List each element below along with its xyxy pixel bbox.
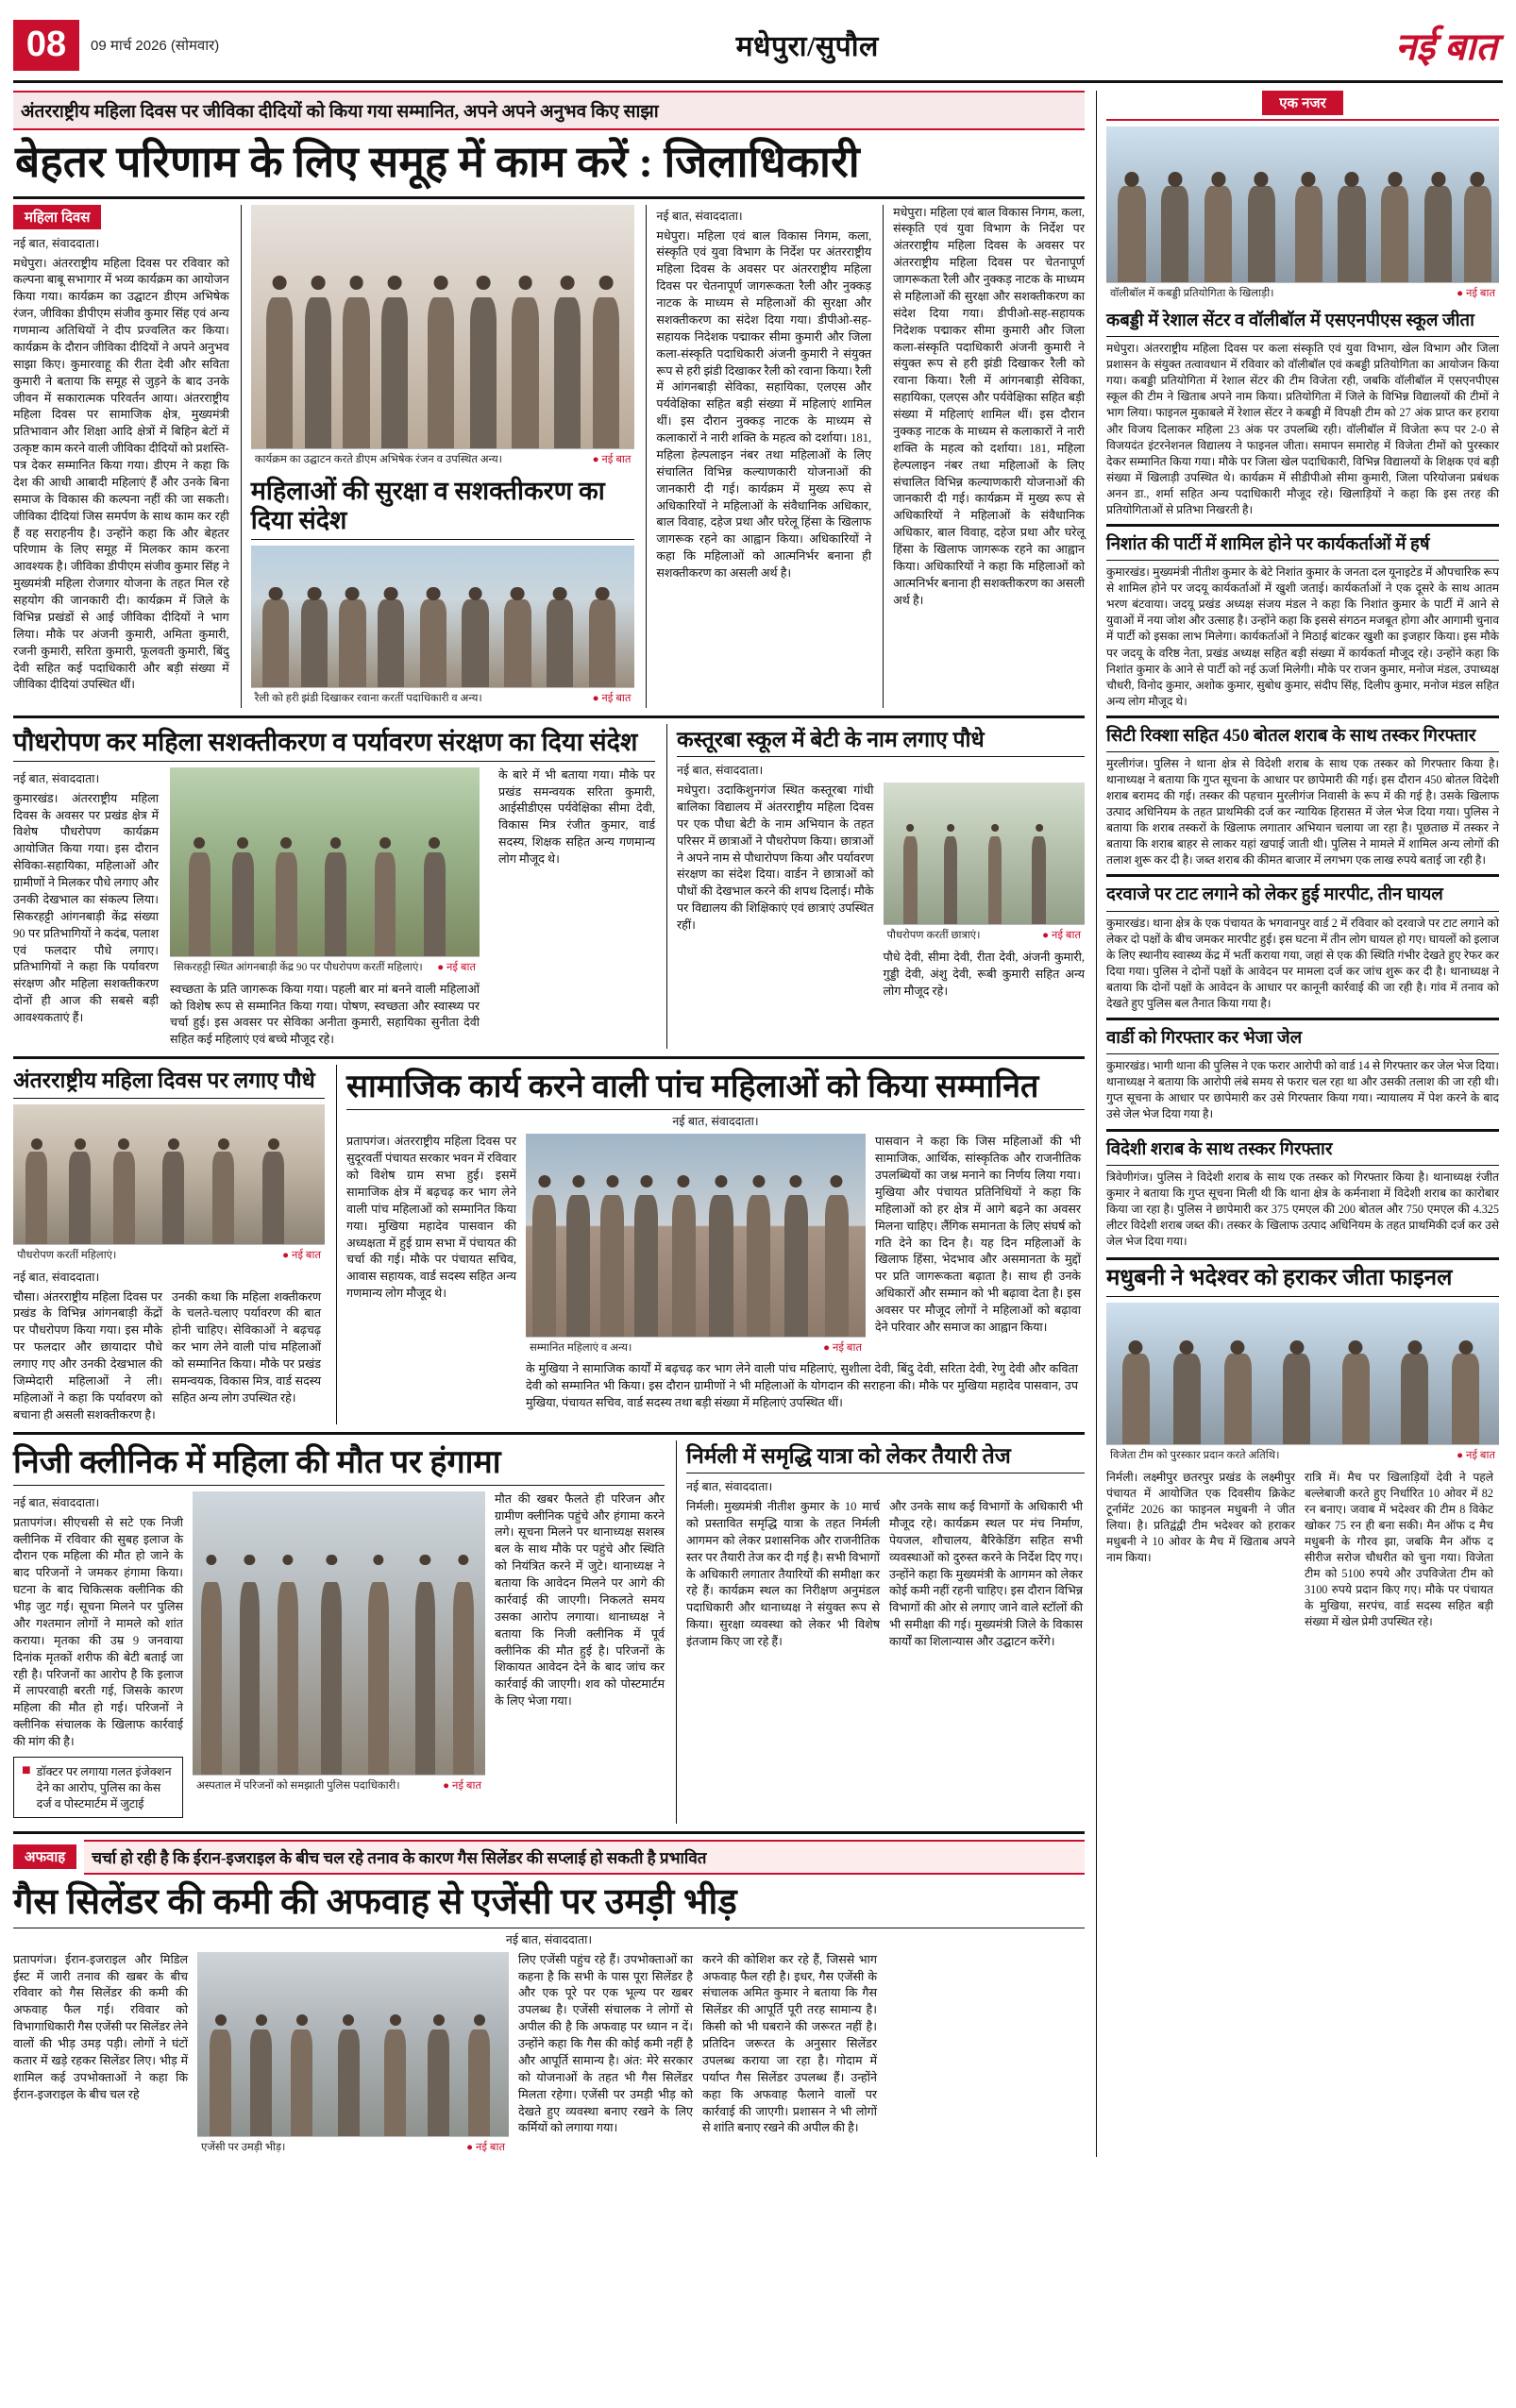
masthead: [13, 9, 1503, 83]
byline-clinic: नई बात, संवाददाता।: [13, 1495, 100, 1509]
photo-caption-planted: पौधरोपण करतीं महिलाएं। ● नई बात: [13, 1244, 325, 1265]
photo-caption-cricket: विजेता टीम को पुरस्कार प्रदान करते अतिथि। ● नई बात: [1106, 1444, 1499, 1465]
head-honour: सामाजिक कार्य करने वाली पांच महिलाओं को किया सम्मानित: [346, 1069, 1039, 1105]
photo-caption-kasturba: पौधरोपण करतीं छात्राएं। ● नई बात: [884, 924, 1085, 945]
honour-body-2: पासवान ने कहा कि जिस महिलाओं की भी सामाजिक, आर्थिक, सांस्कृतिक और राजनीतिक उपलब्धियों का जश्न मनाने का निर्णय लिया गया। मुखिया और पंचायत प्रतिनिधियों ने कहा कि महिलाओं को हर क्षेत्र में आगे बढ़ने का अवसर मिलना चाहिए। लैंगिक समानता के लिए संघर्ष को गति देने का दिन है। यह दिन महिलाओं के खिलाफ हिंसा, भेदभाव और असमानता के मुद्दों पर प्रति जागरूकता बढ़ाता है। साथ ही उनके अधिकारों और सम्मान को भी बढ़ावा देता है। इस अवसर पर मौजूद लोगों ने महिलाओं को बढ़ावा देने परिवार और समाज का आह्वान किया।: [875, 1135, 1081, 1334]
head-foreign-liquor: विदेशी शराब के साथ तस्कर गिरफ्तार: [1106, 1139, 1333, 1159]
byline-plant: नई बात, संवाददाता।: [13, 771, 100, 785]
photo-inauguration: [251, 205, 635, 448]
head-plantation: पौधरोपण कर महिला सशक्तीकरण व पर्यावरण संरक्षण का दिया संदेश: [13, 727, 638, 756]
photo-caption-plant: सिकरहट्टी स्थित आंगनबाड़ी केंद्र 90 पर पौधरोपण करतीं महिलाएं। ● नई बात: [170, 956, 480, 977]
section-honour: [336, 1065, 1085, 1423]
head-planted: अंतरराष्ट्रीय महिला दिवस पर लगाए पौधे: [13, 1069, 315, 1093]
kasturba-body-1: मधेपुरा। उदाकिशुनगंज स्थित कस्तूरबा गांधी बालिका विद्यालय में अंतरराष्ट्रीय महिला दिवस पर एक पौधा बेटी के नाम अभियान के तहत परिसर में छात्राओं ने पौधरोपण किया। छात्राओं ने अपने नाम से पौधारोपण किया और पर्यावरण संरक्षण का संदेश दिया। वार्डन ने छात्राओं को पौधों की देखभाल करने की शपथ दिलाई। मौके पर विद्यालय की शिक्षिकाएं एवं छात्राएं उपस्थित रहीं।: [677, 783, 874, 933]
head-nirmali: निर्मली में समृद्धि यात्रा को लेकर तैयारी तेज: [686, 1443, 1011, 1468]
right-zone: [1096, 91, 1499, 2157]
head-fight: दरवाजे पर टाट लगाने को लेकर हुई मारपीट, तीन घायल: [1106, 885, 1443, 905]
lead-photo-block: [241, 205, 635, 708]
photo-sports: [1106, 126, 1499, 282]
body-nishant: कुमारखंड। मुख्यमंत्री नीतीश कुमार के बेटे निशांत कुमार के जनता दल यूनाइटेड में औपचारिक रूप से शामिल होने पर जदयू कार्यकर्ताओं में खुशी जताई। कार्यकर्ताओं ने एक दूसरे के साथ आतम भरण बंटवाया। जदयू प्रखंड अध्यक्ष संजय मंडल ने कहा कि निशांत कुमार के पार्टी में आने से युवाओं में नया जोश और उत्साह है। उन्होंने कहा कि इससे संगठन मजबूत होगा और आगामी चुनाव में पार्टी को इसका लाभ मिलेगा। कार्यकर्ताओं ने मिठाई बांटकर खुशी का इजहार किया। इस मौके पर जदयू के वरिष्ठ नेता, प्रखंड अध्यक्ष सहित बड़ी संख्या में कार्यकर्ता मौजूद रहे। उन्होंने कहा कि निशांत कुमार के आने से पार्टी को नई ऊर्जा मिलेगी। मौके पर राजन कुमार, मनोज मंडल, उपाध्यक्ष चौधरी, विनोद कुमार, अशोक कुमार, सुबोध कुमार, संदीप सिंह, दिलीप कुमार, मनोज मंडल सहित अन्य लोग मौजूद थे।: [1106, 565, 1499, 708]
photo-caption-1: कार्यक्रम का उद्घाटन करते डीएम अभिषेक रंजन व उपस्थित अन्य। ● नई बात: [251, 448, 635, 469]
photo-plantation: [170, 767, 480, 956]
section-clinic: [13, 1440, 665, 1824]
planted-body-1: चौसा। अंतरराष्ट्रीय महिला दिवस पर प्रखंड के विभिन्न आंगनबाड़ी केंद्रों पर पौधरोपण किया गया। इस मौके पर फलदार और छायादार पौधे लगाए गए और उनकी देखभाल की जिम्मेदारी महिलाओं ने ली। महिलाओं ने कहा कि पर्यावरण को बचाना ही असली सशक्तीकरण है।: [13, 1289, 162, 1422]
lead-headline: बेहतर परिणाम के लिए समूह में काम करें : जिलाधिकारी: [15, 138, 860, 186]
byline-nirmali: नई बात, संवाददाता।: [686, 1480, 773, 1494]
gas-body-1: प्रतापगंज। ईरान-इजराइल और मिडिल ईस्ट में जारी तनाव की खबर के बीच रविवार को गैस सिलेंडर की कमी की अफवाह फैल गई। रविवार को विभागाधिकारी गैस एजेंसी पर सिलेंडर लेने वालों की भीड़ उमड़ पड़ी। लोगों ने घंटों कतार में खड़े रहकर सिलेंडर लिए। भीड़ में शामिल कई उपभोक्ताओं ने कहा कि ईरान-इजराइल के बीच चल रहे: [13, 1952, 188, 2101]
body-foreign-liquor: त्रिवेणीगंज। पुलिस ने विदेशी शराब के साथ एक तस्कर को गिरफ्तार किया है। थानाध्यक्ष रंजीत कुमार ने बताया कि गुप्त सूचना मिली थी कि थाना क्षेत्र के कर्मनाशा में विदेशी शराब का कारोबार किया जा रहा है। पुलिस ने छापेमारी कर 375 एमएल की 200 बोतल और 750 एमएल की 4.325 लीटर विदेशी शराब जब्त की। तस्कर के खिलाफ उत्पाद अधिनियम के तहत प्राथमिकी दर्ज कर उसे जेल भेज दिया गया।: [1106, 1170, 1499, 1248]
photo-caption-clinic: अस्पताल में परिजनों को समझाती पुलिस पदाधिकारी। ● नई बात: [193, 1775, 485, 1795]
photo-caption-2: रैली को हरी झंडी दिखाकर रवाना करतीं पदाधिकारी व अन्य। ● नई बात: [251, 687, 635, 708]
nirmali-body-2: और उनके साथ कई विभागों के अधिकारी भी मौजूद रहे। कार्यक्रम स्थल पर मंच निर्माण, पेयजल, शौचालय, बैरिकेडिंग सहित सभी व्यवस्थाओं को दुरुस्त करने के निर्देश दिए गए। उन्होंने कहा कि मुख्यमंत्री के आगमन को लेकर कोई कमी नहीं रहनी चाहिए। इस दौरान विभिन्न विभागों की ओर से लगाए जाने वाले स्टॉलों की भी समीक्षा की गई। मुख्यमंत्री जिले के विकास कार्यों का शिलान्यास और उद्घाटन करेंगे।: [889, 1500, 1083, 1649]
section-gas: [13, 1840, 1085, 2157]
byline-gas: नई बात, संवाददाता।: [505, 1932, 593, 1946]
photo-caption-gas: एजेंसी पर उमड़ी भीड़। ● नई बात: [197, 2136, 509, 2157]
photo-planted: [13, 1104, 325, 1244]
section-kasturba: [666, 724, 1085, 1050]
section-plantation: [13, 724, 655, 1050]
kasturba-body-2: पौधे देवी, सीमा देवी, रीता देवी, अंजनी कुमारी, गुड्डी देवी, अंशु देवी, रूबी कुमारी सहित अन्य लोग मौजूद रहे।: [883, 951, 1085, 998]
gas-kicker: चर्चा हो रही है कि ईरान-इजराइल के बीच चल रहे तनाव के कारण गैस सिलेंडर की सप्लाई हो सकती है प्रभावित: [84, 1840, 1085, 1875]
section-planted: [13, 1065, 325, 1423]
photo-cricket: [1106, 1303, 1499, 1444]
page-number: 08: [13, 20, 79, 71]
honour-body-1: प्रतापगंज। अंतरराष्ट्रीय महिला दिवस पर सुदूरवर्ती पंचायत सरकार भवन में रविवार को विशेष ग्राम सभा हुई। इसमें सामाजिक क्षेत्र में बढ़चढ़ कर भाग लेने वाली पांच महिलाओं को सम्मानित किया गया। मुखिया महादेव पासवान की अध्यक्षता में हुई ग्राम सभा में पंचायत की चर्चा की गई। मौके पर पंचायत सचिव, आवास सहायक, वार्ड सदस्य सहित अन्य गणमान्य लोग मौजूद थे।: [346, 1135, 516, 1301]
gas-body-2: लिए एजेंसी पहुंच रहे हैं। उपभोक्ताओं का कहना है कि सभी के पास पूरा सिलेंडर है और एक पूरे पर एक भूल्य पर खबर उपलब्ध है। एजेंसी संचालक ने लोगों से अपील की है कि अफवाह पर ध्यान न दें। उन्होंने कहा कि गैस की कोई कमी नहीं है और आपूर्ति सामान्य है। अंत: मेरे सरकार को योजनाओं के तहत भी गैस सिलेंडर मिलता रहेगा। एजेंसी पर उमड़ी भीड़ को देखते हुए व्यवस्था बनाए रखने के लिए कर्मियों को लगाया गया।: [518, 1952, 693, 2135]
byline-honour: नई बात, संवाददाता।: [672, 1115, 759, 1129]
byline: नई बात, संवाददाता।: [13, 236, 100, 250]
left-zone: [13, 91, 1085, 2157]
body-fight: कुमारखंड। थाना क्षेत्र के एक पंचायत के भगवानपुर वार्ड 2 में रविवार को दरवाजे पर टाट लगाने को लेकर दो पक्षों के बीच जमकर मारपीट हुई। इस घटना में तीन लोग घायल हो गए। घायलों को इलाज के लिए स्थानीय स्वास्थ्य केंद्र में भर्ती कराया गया, जहां से एक की स्थिति गंभीर देखते हुए रेफर कर दिया गया। पुलिस ने दोनों पक्षों के आवेदन पर मामला दर्ज कर जांच शुरू कर दी है। थानाध्यक्ष ने बताया कि दोनों पक्षों के आवेदन के आधार पर कानूनी कार्रवाई की जा रही है। गांव में तनाव को देखते हुए पुलिस बल तैनात किया गया है।: [1106, 916, 1499, 1010]
head-gas: गैस सिलेंडर की कमी की अफवाह से एजेंसी पर उमड़ी भीड़: [13, 1881, 737, 1922]
clinic-body-2: मौत की खबर फैलते ही परिजन और ग्रामीण क्लीनिक पहुंचे और हंगामा करने लगे। सूचना मिलने पर थानाध्यक्ष सशस्त्र बल के साथ मौके पर पहुंचे और स्थिति को नियंत्रित करने में जुटे। थानाध्यक्ष ने बताया कि आवेदन मिलने पर आगे की कार्रवाई की जाएगी। निकलते समय उसका आरोप लगाया। थानाध्यक्ष ने बताया कि निजी क्लीनिक में पूर्व क्लीनिक की मौत हुई है। परिजनों के शिकायत आवेदन देने के बाद जांच कर कार्रवाई की जाएगी। शव को पोस्टमार्टम के लिए भेजा गया।: [495, 1491, 665, 1709]
plant-body-3: के बारे में भी बताया गया। मौके पर प्रखंड समन्वयक सरिता कुमारी, आईसीडीएस पर्यवेक्षिका सीमा देवी, विकास मित्र रंजीत कुमार, वार्ड सदस्य, शिक्षक सहित अन्य गणमान्य लोग मौजूद थे।: [498, 767, 655, 867]
plant-body-2: स्वच्छता के प्रति जागरूक किया गया। पहली बार मां बनने वाली महिलाओं को विशेष रूप से सम्मानित किया गया। पोषण, स्वच्छता और स्वास्थ्य पर चर्चा हुई। इस अवसर पर सेविका अनीता कुमारी, सहायिका सुनीता देवी सहित कई महिलाएं एवं बच्चे मौजूद रहे।: [170, 982, 480, 1047]
lead-col4-visible: मधेपुरा। महिला एवं बाल विकास निगम, कला, संस्कृति एवं युवा विभाग के निर्देश पर अंतरराष्ट्रीय महिला दिवस के अवसर पर अंतरराष्ट्रीय महिला दिवस पर चेतनापूर्ण जागरूकता रैली और नुक्कड़ नाटक के माध्यम से महिलाओं की सुरक्षा और सशक्तीकरण का संदेश दिया गया। डीपीओ-सह-सहायक निदेशक पद्माकर सीमा कुमारी और जिला कला-संस्कृति पदाधिकारी अंजनी कुमारी ने संयुक्त रूप से हरी झंडी दिखाकर रैली को रवाना किया। रैली में आंगनबाड़ी सेविका, सहायिका, एलएस और पर्यवेक्षिका सहित बड़ी संख्या में महिलाएं शामिल थीं। इस दौरान नुक्कड़ नाटक के माध्यम से कलाकारों ने नारी शक्ति के महत्व को दर्शाया। 181, महिला हेल्पलाइन नंबर तथा महिलाओं के लिए संचालित विभिन्न कल्याणकारी योजनाओं की जानकारी दी गई। कार्यक्रम में मुख्य रूप से अधिकारियों ने महिलाओं के संवैधानिक अधिकार, बाल विवाह, दहेज प्रथा और घरेलू हिंसा के खिलाफ जागरूक रहने का आह्वान किया। अधिकारियों ने कहा कि महिलाओं को आत्मनिर्भर बनाना ही सशक्तीकरण का असली अर्थ है।: [893, 205, 1085, 607]
body-kabaddi: मधेपुरा। अंतरराष्ट्रीय महिला दिवस पर कला संस्कृति एवं युवा विभाग, खेल विभाग और जिला प्रशासन के संयुक्त तत्वावधान में रविवार को वॉलीबॉल एवं कबड्डी प्रतियोगिता का आयोजन किया गया। कबड्डी प्रतियोगिता में रेशाल सेंटर की टीम विजेता रही, जबकि वॉलीबॉल में एसएनपीएस स्कूल की टीम ने खिताब अपने नाम किया। प्रतियोगिता में जिले के विभिन्न विद्यालयों की टीमों ने भाग लिया। फाइनल मुकाबले में रेशाल सेंटर ने कबड्डी में विपक्षी टीम को 27 अंक प्राप्त कर हराया और विजय दिलाकर महिला 23 अंक पर उपलब्धि रही। वॉलीबॉल में विजेता रूप पर 2-0 से विजयदंत इंटरनेशनल विद्यालय ने फाइनल जीता। समापन समारोह में विजेता टीमों को पुरस्कार देकर सम्मानित किया गया। मौके पर जिला खेल पदाधिकारी, विभिन्न विद्यालयों के शिक्षक एवं बड़ी संख्या में खिलाड़ी उपस्थित थे। कार्यक्रम में सीडीपीओ सीमा कुमारी, जिला परियोजना प्रबंधक अनन डा., शर्मा सहित अन्य पदाधिकारी मौजूद रहे। खिलाड़ियों ने कहा कि इस तरह की प्रतियोगिताओं से प्रतिभा निखरती है।: [1106, 342, 1499, 516]
lead-column-4: [883, 205, 1085, 708]
ek-najar-tag: एक नजर: [1262, 91, 1343, 115]
photo-caption-sports: वॉलीबॉल में कबड्डी प्रतियोगिता के खिलाड़ी। ● नई बात: [1106, 282, 1499, 303]
head-cricket-final: मधुबनी ने भदेश्वर को हराकर जीता फाइनल: [1106, 1266, 1453, 1291]
head-kasturba: कस्तूरबा स्कूल में बेटी के नाम लगाए पौधे: [677, 727, 985, 751]
publication-logo: नई बात: [1395, 25, 1497, 68]
planted-body-2: उनकी कथा कि महिला शक्तीकरण के चलते-चलाए पर्यावरण की बात होनी चाहिए। सेविकाओं ने बढ़चढ़ कर भाग लेने वाली पांच महिलाओं को सम्मानित किया। मौके पर प्रखंड समन्वयक, विकास मित्र, वार्ड सदस्य सहित अन्य लोग उपस्थित रहे।: [172, 1289, 321, 1405]
lead-body-2: मधेपुरा। महिला एवं बाल विकास निगम, कला, संस्कृति एवं युवा विभाग के निर्देश पर अंतरराष्ट्रीय महिला दिवस के अवसर पर अंतरराष्ट्रीय महिला दिवस पर चेतनापूर्ण जागरूकता रैली और नुक्कड़ नाटक के माध्यम से महिलाओं की सुरक्षा और सशक्तीकरण का संदेश दिया गया। डीपीओ-सह-सहायक निदेशक पद्माकर सीमा कुमारी और जिला कला-संस्कृति पदाधिकारी अंजनी कुमारी ने संयुक्त रूप से हरी झंडी दिखाकर रैली को रवाना किया। रैली में आंगनबाड़ी सेविका, सहायिका, एलएस और पर्यवेक्षिका सहित बड़ी संख्या में महिलाएं शामिल थीं। इस दौरान नुक्कड़ नाटक के माध्यम से कलाकारों ने नारी शक्ति के महत्व को दर्शाया। 181, महिला हेल्पलाइन नंबर तथा महिलाओं के लिए संचालित विभिन्न कल्याणकारी योजनाओं की जानकारी दी गई। कार्यक्रम में मुख्य रूप से अधिकारियों ने महिलाओं के संवैधानिक अधिकार, बाल विवाह, दहेज प्रथा और घरेलू हिंसा के खिलाफ जागरूक रहने का आह्वान किया। अधिकारियों ने कहा कि महिलाओं को आत्मनिर्भर बनाना ही सशक्तीकरण का असली अर्थ है।: [656, 228, 872, 581]
body-liquor-rickshaw: मुरलीगंज। पुलिस ने थाना क्षेत्र से विदेशी शराब के साथ एक तस्कर को गिरफ्तार किया है। थानाध्यक्ष ने बताया कि गुप्त सूचना के आधार पर छापेमारी की गई। इस दौरान 450 बोतल विदेशी शराब बरामद की गई। तस्कर की पहचान मुरलीगंज निवासी के रूप में की गई है। उसके खिलाफ उत्पाद अधिनियम के तहत प्राथमिकी दर्ज कर न्यायिक हिरासत में जेल भेज दिया गया। पुलिस ने बताया कि शराब तस्करों के खिलाफ लगातार अभियान चलाया जा रहा है। पूछताछ में तस्कर ने बताया कि शराब बाहर से लाकर यहां खपाई जाती थी। पुलिस ने मामले में शामिल अन्य लोगों की तलाश शुरू कर दी है। जब्त शराब की कीमत बाजार में लगभग एक लाख रुपये बताई जा रही है।: [1106, 756, 1499, 867]
byline-planted: नई बात, संवाददाता।: [13, 1270, 100, 1284]
photo-clinic: [193, 1491, 485, 1775]
head-kabaddi: कबड्डी में रेशाल सेंटर व वॉलीबॉल में एसएनपीएस स्कूल जीता: [1106, 312, 1474, 330]
lead-kicker: अंतरराष्ट्रीय महिला दिवस पर जीविका दीदियों को किया गया सम्मानित, अपने अपने अनुभव किए साझा: [13, 91, 1085, 130]
section-tag-afwah: अफवाह: [13, 1844, 76, 1869]
body-arrest: कुमारखंड। भागी थाना की पुलिस ने एक फरार आरोपी को वार्ड 14 से गिरफ्तार कर जेल भेज दिया। थानाध्यक्ष ने बताया कि आरोपी लंबे समय से फरार चल रहा था और उसकी तलाश की जा रही थी। गुप्त सूचना के आधार पर छापेमारी कर उसे गिरफ्तार किया गया। न्यायालय में पेश करने के बाद उसे जेल भेज दिया गया है।: [1106, 1059, 1499, 1121]
section-nirmali: [676, 1440, 1085, 1824]
head-clinic: निजी क्लीनिक में महिला की मौत पर हंगामा: [13, 1444, 501, 1480]
photo-kasturba: [884, 783, 1085, 924]
gas-body-3: करने की कोशिश कर रहे हैं, जिससे भाग अफवाह फैल रही है। इधर, गैस एजेंसी के संचालक अमित कुमार ने बताया कि गैस सिलेंडर की आपूर्ति पूरी तरह सामान्य है। किसी को भी घबराने की जरूरत नहीं है। प्रतिदिन जरूरत के अनुसार सिलेंडर उपलब्ध कराया जा रहा है। गोदाम में पर्याप्त गैस सिलेंडर उपलब्ध हैं। उन्होंने कहा कि अफवाह फैलाने वालों पर कार्रवाई की जाएगी। प्रशासन ने भी लोगों से शांति बनाए रखने की अपील की है।: [702, 1952, 877, 2135]
photo-gas-agency: [197, 1952, 509, 2136]
head-nishant: निशांत की पार्टी में शामिल होने पर कार्यकर्ताओं में हर्ष: [1106, 534, 1430, 554]
lead-column-1: [13, 205, 229, 708]
plant-body-1: कुमारखंड। अंतरराष्ट्रीय महिला दिवस के अवसर पर प्रखंड क्षेत्र में विशेष पौधरोपण कार्यक्रम आयोजित किया गया। इस दौरान सेविका-सहायिका, महिलाओं और ग्रामीणों ने मिलकर पौधे लगाए और उनकी देखभाल का संकल्प लिया। सिकरहट्टी आंगनबाड़ी केंद्र संख्या 90 पर प्रतिभागियों ने कदंब, पलाश एवं फलदार पौधे लगाए। प्रतिभागियों ने कहा कि पर्यावरण संरक्षण और महिला सशक्तीकरण दोनों ही आज की सबसे बड़ी आवश्यकताएं हैं।: [13, 791, 160, 1025]
photo-honour: [526, 1134, 866, 1337]
body-cricket-2: रात्रि में। मैच पर खिलाड़ियों देवी ने पहले बल्लेबाजी करते हुए निर्धारित 10 ओवर में 82 रन बनाए। जवाब में भदेश्वर की टीम 8 विकेट खोकर 75 रन ही बना सकी। मैन ऑफ द मैच मधुबनी के गौरव झा, जबकि मैन ऑफ द सीरीज सरोज चौधरीत को चुना गया। विजेता टीम को 5100 रुपये और उपविजेता टीम को 3100 रुपये प्रदान किए गए। मौके पर पंचायत के मुखिया, सरपंच, वार्ड सदस्य सहित बड़ी संख्या में खेल प्रेमी उपस्थित रहे।: [1305, 1470, 1493, 1629]
clinic-note-box: ■ डॉक्टर पर लगाया गलत इंजेक्शन देने का आरोप, पुलिस का केस दर्ज व पोस्टमार्टम में जुटाई: [13, 1757, 183, 1818]
head-liquor-rickshaw: सिटी रिक्शा सहित 450 बोतल शराब के साथ तस्कर गिरफ्तार: [1106, 726, 1476, 746]
photo-rally: [251, 546, 635, 687]
ek-najar-header: [1106, 91, 1499, 115]
edition-title: मधेपुरा/सुपौल: [735, 31, 879, 62]
clinic-body-1: प्रतापगंज। सीएचसी से सटे एक निजी क्लीनिक में रविवार की सुबह इलाज के दौरान एक महिला की मौत हो जाने के बाद परिजनों ने जमकर हंगामा किया। घटना के बाद चिकित्सक क्लीनिक की भीड़ जुट गई। सूचना मिलने पर पुलिस और गश्तमान लोगों ने मामले को शांत कराया। मृतका की उम्र 9 जनवाया दिनांक मृतकों शरीफ की बेटी बताई जा रही है। परिजनों का आरोप है कि इलाज में लापरवाही बरती गई, जिसके कारण महिला की मौत हो गई। परिजनों ने क्लीनिक संचालक के खिलाफ कार्रवाई की मांग की है।: [13, 1515, 183, 1749]
byline-kasturba: नई बात, संवाददाता।: [677, 764, 764, 778]
lead-column-3: [646, 205, 871, 708]
lead-body-1: मधेपुरा। अंतरराष्ट्रीय महिला दिवस पर रविवार को कल्पना बाबू सभागार में भव्य कार्यक्रम का आयोजन किया गया। कार्यक्रम का उद्घाटन डीएम अभिषेक रंजन, जीविका डीपीएम संजीव कुमार सिंह एवं अन्य गणमान्य अतिथियों ने दीप प्रज्वलित कर किया। कार्यक्रम के दौरान जीविका दीदियों ने अपने अनुभव साझा किए। कुमारवाहू की रीता देवी और सविता कुमारी ने बताया कि समूह से जुड़ने के बाद उनके जीवन में सकारात्मक परिवर्तन आया। अंतरराष्ट्रीय महिला दिवस पर सामाजिक क्षेत्र, मुख्यमंत्री प्रतिभावान और शिक्षा आदि क्षेत्रों में बिहिन बेटों में उत्कृष्ट काम करने वाली जीविका दीदियों को प्रशस्ति-पत्र देकर सम्मानित किया गया। डीएम ने कहा कि देश की आधी आबादी महिलाएं हैं और उनके बिना समाज के विकास की कल्पना नहीं की जा सकती। जीविका दीदियां जिस समर्पण के साथ काम कर रही हैं वह सराहनीय है। उन्होंने कहा कि और बेहतर परिणाम के लिए समूह में मिलकर काम करना आवश्यक है। जीविका डीपीएम संजीव कुमार सिंह ने मुख्यमंत्री महिला रोजगार योजना के तहत मिल रहे सहयोग की जानकारी दी। कार्यक्रम में जिले के विभिन्न प्रखंडों से आई जीविका दीदियों ने भाग लिया। मौके पर अंजनी कुमारी, अमिता कुमारी, रजनी कुमारी, सरिता कुमारी, फूलवती कुमारी, बिंदु देवी सहित कई पदाधिकारी और बड़ी संख्या में जीविका दीदियां उपस्थित थीं।: [13, 256, 229, 692]
section-tag-mahila-diwas: महिला दिवस: [13, 205, 101, 229]
subhead-mahila-suraksha: महिलाओं की सुरक्षा व सशक्तीकरण का दिया संदेश: [250, 476, 605, 534]
head-arrest: वार्डी को गिरफ्तार कर भेजा जेल: [1106, 1029, 1303, 1049]
body-cricket-1: निर्मली। लक्ष्मीपुर छतरपुर प्रखंड के लक्ष्मीपुर पंचायत में आयोजित एक दिवसीय क्रिकेट टूर्नामेंट 2026 का फाइनल मधुबनी ने जीत लिया। है। प्रतिद्वंद्वी टीम भदेश्वर को हराकर मधुबनी ने 10 ओवर के मैच में खिताब अपने नाम किया।: [1106, 1470, 1295, 1565]
publication-date: 09 मार्च 2026 (सोमवार): [91, 37, 220, 54]
nirmali-body-1: निर्मली। मुख्यमंत्री नीतीश कुमार के 10 मार्च को प्रस्तावित समृद्धि यात्रा के तहत निर्मली आगमन को लेकर प्रशासनिक और राजनीतिक स्तर पर तैयारी तेज कर दी गई है। सभी विभागों के अधिकारी लगातार तैयारियों की समीक्षा कर रहे हैं। कार्यक्रम स्थल का निरीक्षण अनुमंडल पदाधिकारी और थानाध्यक्ष ने संयुक्त रूप से किया। सुरक्षा व्यवस्था को लेकर भी विशेष इंतजाम किए जा रहे हैं।: [686, 1500, 880, 1649]
bullet-icon: ■: [22, 1761, 31, 1778]
byline-2: नई बात, संवाददाता।: [656, 209, 743, 223]
photo-caption-honour: सम्मानित महिलाएं व अन्य। ● नई बात: [526, 1337, 866, 1357]
honour-body-3: के मुखिया ने सामाजिक कार्यों में बढ़चढ़ कर भाग लेने वाली पांच महिलाएं, सुशीला देवी, बिंदु देवी, सरिता देवी, रेणु देवी और कविता देवी को सम्मानित भी किया। इस दौरान ग्रामीणों ने भी महिलाओं के योगदान की सराहना की। मौके पर मुखिया महादेव पासवान, उप मुखिया, पंचायत सचिव, वार्ड सदस्य तथा बड़ी संख्या में महिलाएं उपस्थित थीं।: [526, 1362, 1078, 1409]
